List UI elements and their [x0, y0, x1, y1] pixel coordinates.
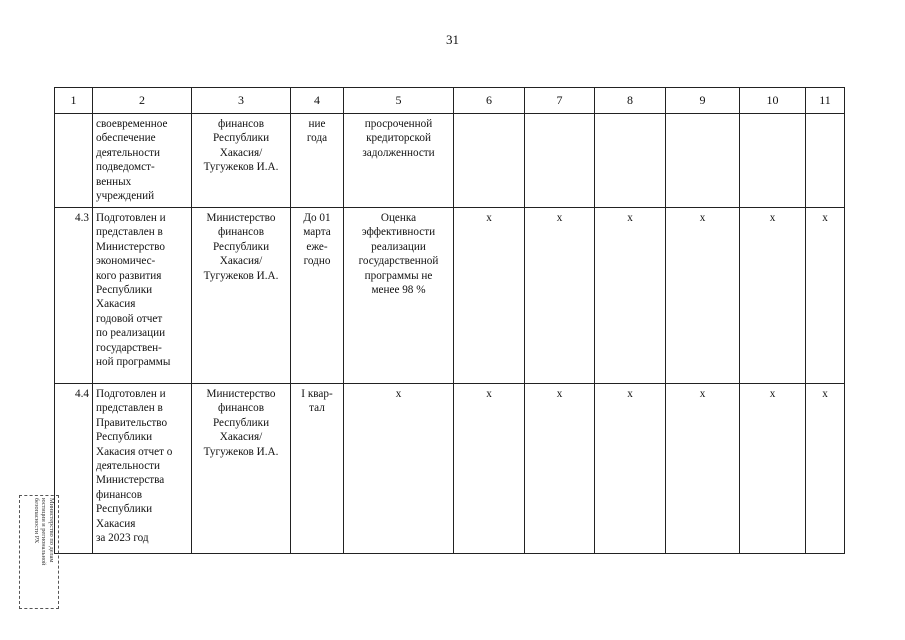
- cell-line: До 01: [303, 212, 331, 224]
- cell-value-11: [806, 114, 845, 208]
- cell-line: за 2023 год: [96, 532, 149, 545]
- cell-event: [93, 208, 192, 384]
- cell-line: Правительство: [96, 416, 168, 429]
- header-cell-10: 10: [740, 88, 806, 114]
- cell-value-6: [454, 114, 525, 208]
- cell-term: [291, 114, 344, 208]
- cell-value-9: x: [666, 384, 740, 554]
- cell-responsible: [192, 384, 291, 554]
- cell-line: Республики: [212, 132, 270, 145]
- cell-value-8: x: [595, 208, 666, 384]
- cell-value-9: x: [666, 208, 740, 384]
- cell-line: государствен-: [96, 341, 162, 354]
- cell-line: задолженности: [362, 146, 435, 159]
- cell-line: эффективности: [361, 226, 436, 239]
- cell-line: Республики: [96, 503, 153, 516]
- cell-line: реализации: [371, 240, 426, 253]
- cell-value-11: x: [806, 208, 845, 384]
- cell-value-9: [666, 114, 740, 208]
- cell-line: обеспечение: [96, 132, 156, 145]
- cell-line: Хакасия отчет о: [96, 445, 173, 458]
- cell-number: 4.3: [55, 208, 93, 384]
- stamp-line: безопасности РХ: [32, 498, 40, 544]
- cell-value-7: [525, 114, 595, 208]
- cell-responsible: [192, 114, 291, 208]
- cell-line: Республики: [212, 416, 270, 429]
- cell-line: своевременное: [96, 118, 168, 130]
- header-cell-5: 5: [344, 88, 454, 114]
- cell-value-6: x: [454, 208, 525, 384]
- cell-line: кого развития: [96, 269, 162, 282]
- cell-line: еже-: [306, 240, 328, 253]
- cell-indicator: [344, 208, 454, 384]
- cell-line: Министерство: [206, 388, 276, 400]
- cell-line: финансов: [217, 118, 265, 130]
- cell-line: годно: [303, 255, 331, 268]
- cell-line: Подготовлен и: [96, 212, 166, 224]
- cell-line: тал: [309, 402, 325, 415]
- cell-indicator: [344, 384, 454, 554]
- header-cell-2: 2: [93, 88, 192, 114]
- header-row: [55, 88, 845, 114]
- cell-line: годовой отчет: [96, 312, 163, 325]
- cell-responsible: [192, 208, 291, 384]
- cell-line: Тугужеков И.А.: [203, 161, 279, 174]
- cell-line: Подготовлен и: [96, 388, 166, 400]
- registration-stamp: [19, 495, 59, 609]
- cell-line: деятельности: [96, 460, 161, 473]
- cell-line: просроченной: [364, 118, 433, 130]
- header-cell-6: 6: [454, 88, 525, 114]
- cell-line: I квар-: [301, 388, 333, 400]
- cell-line: подведомст-: [96, 161, 155, 174]
- cell-line: финансов: [96, 488, 143, 501]
- cell-line: учреждений: [96, 190, 155, 203]
- cell-value-7: x: [525, 384, 595, 554]
- header-cell-7: 7: [525, 88, 595, 114]
- cell-indicator: [344, 114, 454, 208]
- cell-line: Министерства: [96, 474, 165, 487]
- cell-line: деятельности: [96, 146, 161, 159]
- stamp-text: [32, 498, 55, 604]
- cell-line: Республики: [96, 431, 153, 444]
- cell-line: Министерство: [206, 212, 276, 224]
- cell-line: Тугужеков И.А.: [203, 269, 279, 282]
- cell-line: Хакасия/: [219, 146, 263, 159]
- cell-number: 4.4: [55, 384, 93, 554]
- cell-value-11: x: [806, 384, 845, 554]
- table-row: [55, 114, 845, 208]
- cell-line: кредиторской: [366, 132, 431, 145]
- cell-line: Республики: [212, 240, 270, 253]
- cell-number: [55, 114, 93, 208]
- header-cell-11: 11: [806, 88, 845, 114]
- cell-line: финансов: [217, 226, 265, 239]
- cell-line: Хакасия: [96, 298, 136, 311]
- cell-line: Хакасия/: [219, 255, 263, 268]
- header-cell-4: 4: [291, 88, 344, 114]
- cell-line: Тугужеков И.А.: [203, 445, 279, 458]
- cell-line: представлен в: [96, 402, 163, 415]
- cell-term: [291, 384, 344, 554]
- program-table: [54, 87, 845, 554]
- cell-value-7: x: [525, 208, 595, 384]
- cell-line: года: [306, 132, 328, 145]
- cell-value-6: x: [454, 384, 525, 554]
- cell-value-10: x: [740, 208, 806, 384]
- cell-line: ние: [308, 118, 326, 130]
- page-number: 31: [446, 32, 459, 47]
- cell-line: Республики: [96, 284, 153, 297]
- stamp-line: юстиции и региональной: [40, 498, 48, 566]
- cell-line: экономичес-: [96, 255, 156, 268]
- table-row: [55, 384, 845, 554]
- cell-line: государственной: [358, 255, 439, 268]
- cell-line: ной программы: [96, 356, 171, 369]
- cell-line: Министерство: [96, 240, 165, 253]
- header-cell-3: 3: [192, 88, 291, 114]
- header-cell-8: 8: [595, 88, 666, 114]
- cell-line: представлен в: [96, 226, 163, 239]
- cell-line: программы не: [364, 269, 433, 282]
- cell-value-10: x: [740, 384, 806, 554]
- cell-value-8: [595, 114, 666, 208]
- stamp-line: Министерство по делам: [48, 498, 55, 563]
- cell-line: марта: [303, 226, 331, 239]
- cell-line: венных: [96, 175, 132, 188]
- cell-value-10: [740, 114, 806, 208]
- table-row: [55, 208, 845, 384]
- cell-line: по реализации: [96, 327, 166, 340]
- cell-line: Оценка: [380, 212, 417, 224]
- cell-event: [93, 384, 192, 554]
- cell-line: финансов: [217, 402, 265, 415]
- cell-term: [291, 208, 344, 384]
- cell-value-8: x: [595, 384, 666, 554]
- cell-line: Хакасия/: [219, 431, 263, 444]
- cell-event: [93, 114, 192, 208]
- cell-line: x: [395, 388, 402, 400]
- header-cell-1: 1: [55, 88, 93, 114]
- cell-line: Хакасия: [96, 517, 136, 530]
- cell-line: менее 98 %: [371, 284, 426, 297]
- header-cell-9: 9: [666, 88, 740, 114]
